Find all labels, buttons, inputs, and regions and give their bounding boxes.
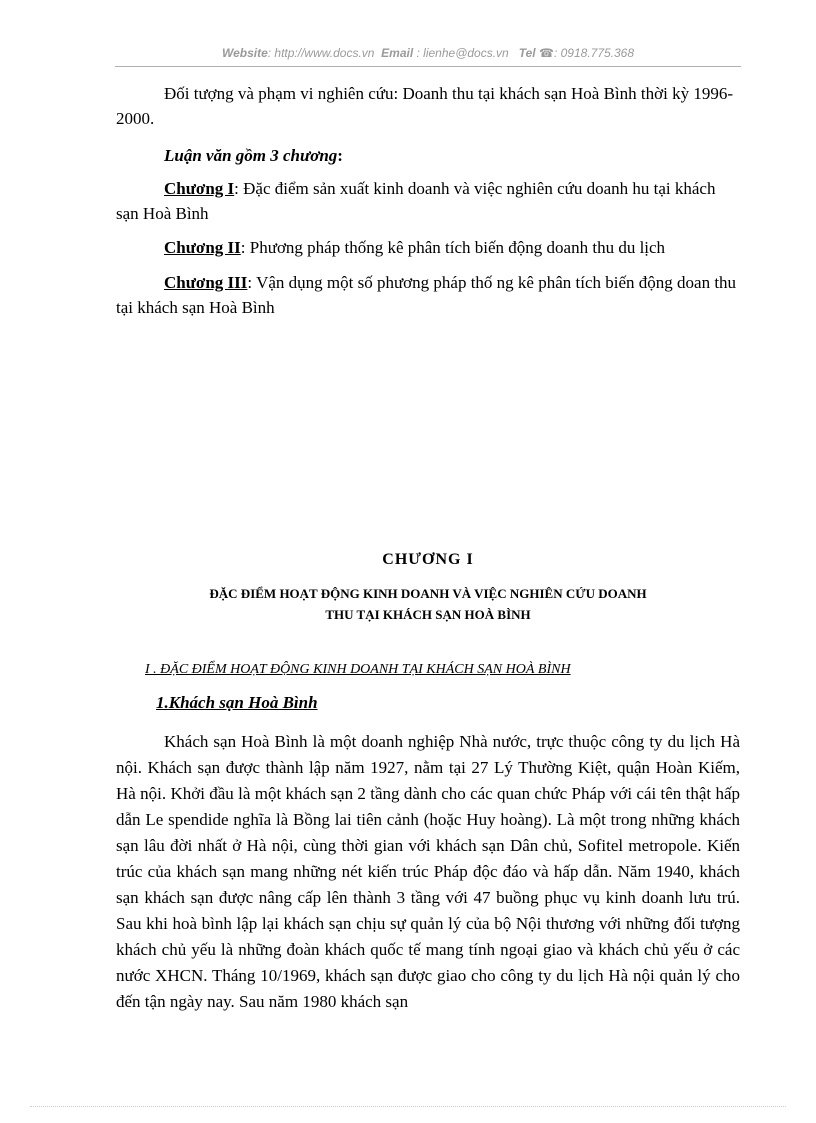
chapter-1-text: : Đặc điểm sản xuất kinh doanh và việc nghiên cứu doanh hu tại khách sạn Hoà Bình xyxy=(116,179,716,223)
subsection-heading: 1.Khách sạn Hoà Bình xyxy=(156,693,318,712)
page-header xyxy=(115,46,741,60)
header-divider xyxy=(115,66,741,67)
phone-icon: ☎ xyxy=(539,46,554,60)
body-paragraph: Khách sạn Hoà Bình là một doanh nghiệp Nhà nước, trực thuộc công ty du lịch Hà nội. Khách sạn được thành lập năm 1927, nằm tại 27 Lý Thường Kiệt, quận Hoàn Kiếm, Hà nội. Khởi đầu là một khách sạn 2 tầng dành cho các quan chức Pháp với cái tên thật hấp dẫn Le spendide nghĩa là Bồng lai tiên cảnh (hoặc Huy hoàng). Là một trong những khách sạn lâu đời nhất ở Hà nội, cùng thời gian với khách sạn Dân chủ, Sofitel metropole. Kiến trúc của khách sạn mang những nét kiến trúc Pháp độc đáo và hấp dẫn. Năm 1940, khách sạn khách sạn được nâng cấp lên thành 3 tầng với 47 buồng phục vụ kinh doanh lưu trú. Sau khi hoà bình lập lại khách sạn chịu sự quản lý của bộ Nội thương với những đối tượng khách chủ yếu là những đoàn khách quốc tế mang tính ngoại giao và khách chủ yếu ở các nước XHCN. Tháng 10/1969, khách sạn được giao cho công ty du lịch Hà nội quản lý cho đến tận ngày nay. Sau năm 1980 khách sạn xyxy=(116,732,740,1011)
chapter-subtitle-line-1: ĐẶC ĐIỂM HOẠT ĐỘNG KINH DOANH VÀ VIỆC NGHIÊN CỨU DOANH xyxy=(209,586,647,601)
chapter-3-entry xyxy=(116,270,740,320)
footer-divider xyxy=(30,1106,786,1107)
chapter-2-label: Chương II xyxy=(164,238,241,257)
email-value: : lienhe@docs.vn xyxy=(416,46,509,60)
chapter-subtitle-line-2: THU TẠI KHÁCH SẠN HOÀ BÌNH xyxy=(325,607,531,622)
chapter-1-entry xyxy=(116,176,740,226)
chapter-3-label: Chương III xyxy=(164,273,248,292)
structure-heading xyxy=(116,143,740,168)
email-label: Email xyxy=(381,46,414,60)
chapter-1-label: Chương I xyxy=(164,179,235,198)
chapter-2-text: : Phương pháp thống kê phân tích biến động doanh thu du lịch xyxy=(240,238,666,257)
structure-colon: : xyxy=(337,146,343,165)
chapter-2-entry xyxy=(116,235,740,260)
scope-paragraph: Đối tượng và phạm vi nghiên cứu: Doanh thu tại khách sạn Hoà Bình thời kỳ 1996-2000. xyxy=(116,84,733,128)
chapter-3-text: : Vận dụng một số phương pháp thố ng kê phân tích biến động doan thu tại khách sạn Hoà Bình xyxy=(116,273,737,317)
website-label: Website xyxy=(221,46,268,60)
tel-label: Tel xyxy=(518,46,536,60)
structure-label: Luận văn gồm 3 chương xyxy=(164,146,338,165)
chapter-subtitle xyxy=(116,583,740,625)
section-heading: I . ĐẶC ĐIỂM HOẠT ĐỘNG KINH DOANH TẠI KHÁCH SẠN HOÀ BÌNH xyxy=(145,662,571,677)
chapter-title: CHƯƠNG I xyxy=(382,551,474,568)
website-value: : http://www.docs.vn xyxy=(267,46,375,60)
tel-value: : 0918.775.368 xyxy=(553,46,635,60)
